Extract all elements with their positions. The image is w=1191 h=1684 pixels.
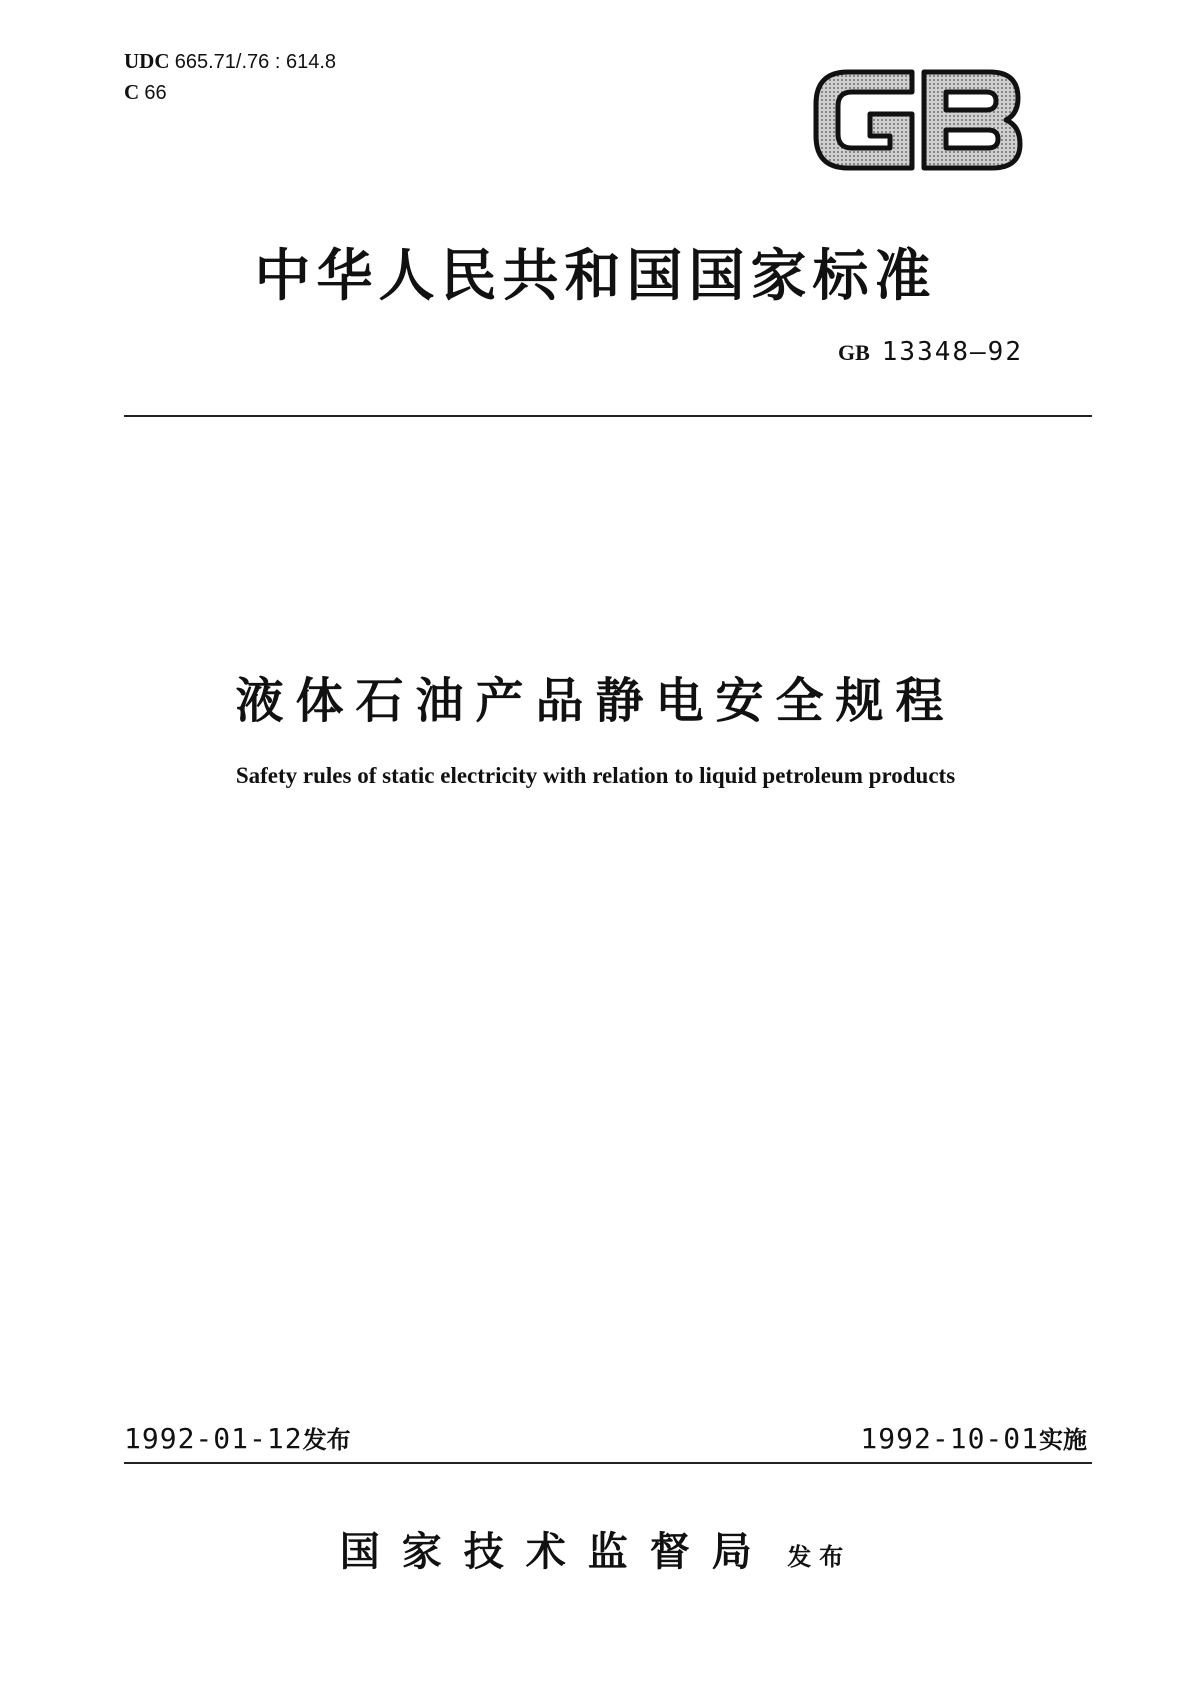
class-line — [124, 77, 336, 108]
publisher-action: 发布 — [787, 1543, 852, 1571]
issue-date — [124, 1420, 351, 1455]
standard-code — [838, 337, 1023, 367]
publisher-name: 国家技术监督局 — [339, 1529, 774, 1575]
gb-logo-icon — [808, 58, 1028, 180]
class-value: 66 — [144, 82, 167, 104]
udc-prefix: UDC — [124, 49, 170, 73]
issue-date-label: 发布 — [302, 1426, 351, 1454]
document-title-cn: 液体石油产品静电安全规程 — [235, 673, 956, 729]
udc-line — [124, 46, 336, 77]
publisher-line — [0, 1520, 1191, 1577]
issue-date-value: 1992-01-12 — [124, 1422, 303, 1455]
implementation-date-value: 1992-10-01 — [860, 1422, 1039, 1455]
bottom-divider — [124, 1462, 1092, 1464]
top-divider — [124, 415, 1092, 417]
standard-code-prefix: GB — [837, 340, 870, 365]
udc-value: 665.71/.76 : 614.8 — [174, 51, 336, 73]
standard-title: 中华人民共和国国家标准 — [254, 244, 937, 309]
implementation-date-label: 实施 — [1039, 1426, 1087, 1454]
standard-code-number: 13348—92 — [881, 337, 1023, 367]
gb-logo — [808, 58, 1028, 180]
document-title-en: Safety rules of static electricity with relation to liquid petroleum products — [235, 763, 956, 788]
class-prefix: C — [124, 80, 140, 104]
implementation-date — [860, 1420, 1087, 1455]
classification-header — [124, 46, 336, 108]
